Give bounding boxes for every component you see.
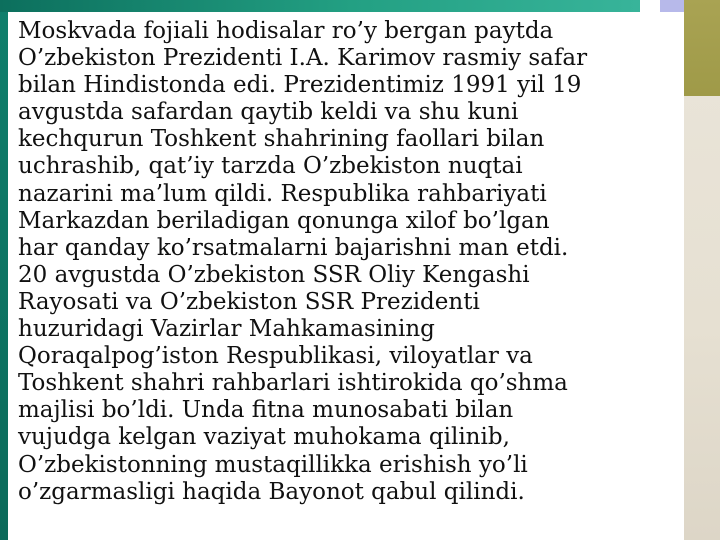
top-accent-band	[0, 0, 640, 12]
light-blue-accent	[660, 0, 684, 12]
slide-content-panel	[8, 12, 684, 540]
left-accent-bar	[0, 0, 8, 540]
main-paragraph: Moskvada fojiali hodisalar ro’y bergan paytda O’zbekiston Prezidenti I.A. Karimov rasmiy safar bilan Hindistonda edi. Prezidentimiz 1991 yil 19 avgustda safardan qaytib keldi va shu kuni kechqurun Toshkent shahrining faollari bilan uchrashib, qat’iy tarzda O’zbekiston nuqtai nazarini ma’lum qildi. Respublika rahbariyati Markazdan beriladigan qonunga xilof bo’lgan har qanday ko’rsatmalarni bajarishni man etdi. 20 avgustda O’zbekiston SSR Oliy Kengashi Rayosati va O’zbekiston SSR Prezidenti huzuridagi Vazirlar Mahkamasining Qoraqalpog’iston Respublikasi, viloyatlar va Toshkent shahri rahbarlari ishtirokida qo’shma majlisi bo’ldi. Unda fitna munosabati bilan vujudga kelgan vaziyat muhokama qilinib, O’zbekistonning mustaqillikka erishish yo’li o’zgarmasligi haqida Bayonot qabul qilindi.	[18, 18, 588, 505]
olive-accent-stripe	[684, 0, 720, 96]
